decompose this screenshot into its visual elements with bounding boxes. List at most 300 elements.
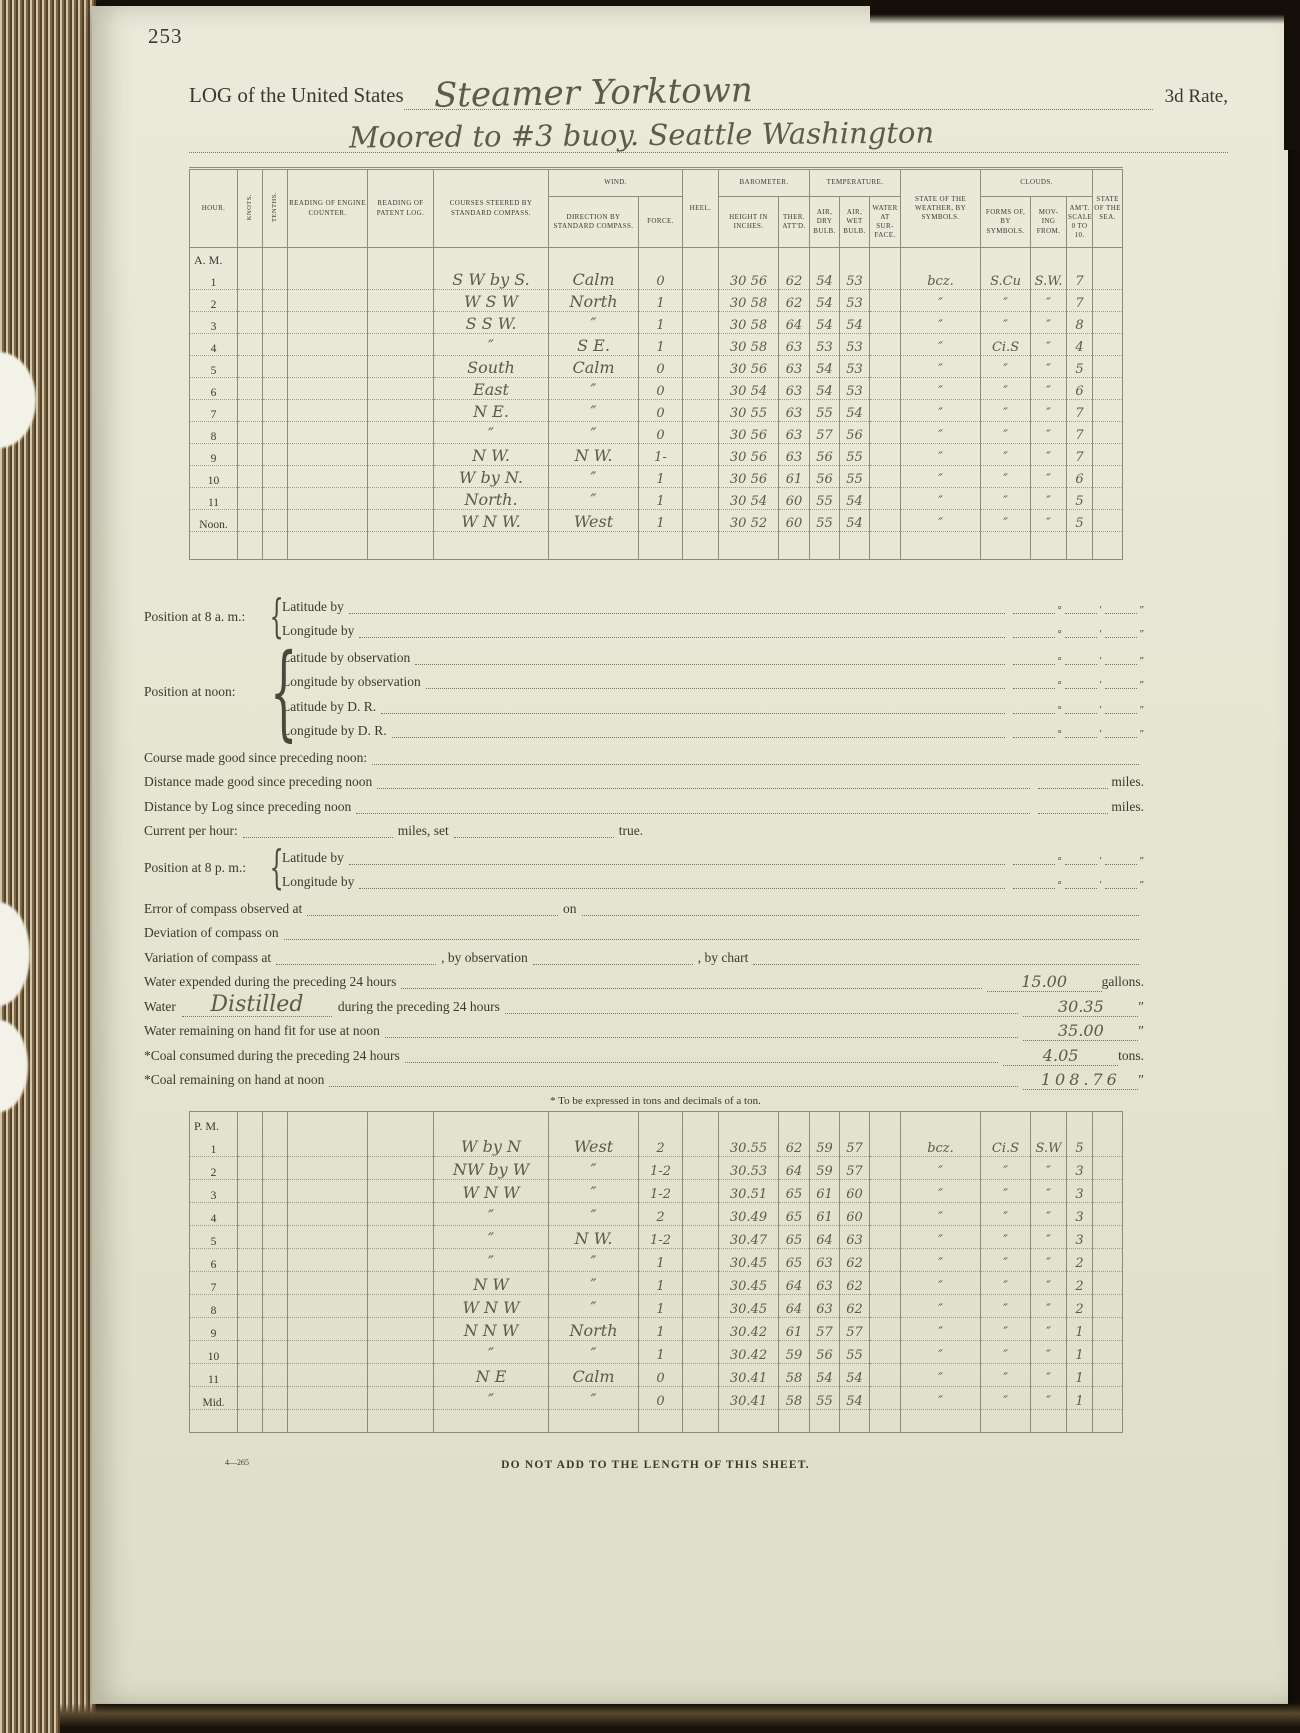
am-row12-weather: ″ — [901, 510, 981, 532]
dotted-leader — [349, 863, 1005, 865]
pm-row2-wind: ″ — [549, 1157, 639, 1180]
am-row4-heel — [683, 334, 719, 356]
pm-row6-force: 1 — [639, 1249, 683, 1272]
pm-row7-hour: 7 — [190, 1272, 238, 1295]
am-row5-wind: Calm — [549, 356, 639, 378]
pm-row5-water — [870, 1226, 901, 1249]
pm-row1-height: 30.55 — [719, 1134, 779, 1157]
am-row13-weather — [901, 532, 981, 560]
pm-row4-wet: 60 — [840, 1203, 870, 1226]
am-row1-from: S.W. — [1031, 268, 1067, 290]
pm-row2-sea — [1093, 1157, 1123, 1180]
dotted-leader — [533, 963, 693, 965]
am-row2-wet: 53 — [840, 290, 870, 312]
pm-row6-weather: ″ — [901, 1249, 981, 1272]
am-row9-knots — [238, 444, 263, 466]
am-row8-course: ″ — [434, 422, 549, 444]
am-row2-hour: 2 — [190, 290, 238, 312]
am-row1-course: S W by S. — [434, 268, 549, 290]
am-row7-patent — [368, 400, 434, 422]
pm-row10-force: 1 — [639, 1341, 683, 1364]
pm-row10-from: ″ — [1031, 1341, 1067, 1364]
pm-row13-from — [1031, 1410, 1067, 1433]
sec-mark: ″ — [1139, 655, 1144, 667]
pm-row12-from: ″ — [1031, 1387, 1067, 1410]
pm-row6-tenths — [263, 1249, 288, 1272]
am-row1-knots — [238, 268, 263, 290]
am-row4-water — [870, 334, 901, 356]
am-row12-knots — [238, 510, 263, 532]
pm-row13-forms — [981, 1410, 1031, 1433]
pm-row8-patent — [368, 1295, 434, 1318]
dotted-leader — [359, 636, 1004, 638]
am-row8-heel — [683, 422, 719, 444]
pm-row3-forms: ″ — [981, 1180, 1031, 1203]
water-expended-label: Water expended during the preceding 24 hours — [144, 974, 397, 989]
true-label: true. — [618, 823, 644, 838]
sec-mark: ″ — [1139, 855, 1144, 867]
pm-row13-heel — [683, 1410, 719, 1433]
pm-row10-weather: ″ — [901, 1341, 981, 1364]
dotted-leader — [329, 1085, 1018, 1087]
pm-row4-knots — [238, 1203, 263, 1226]
dotted-leader — [1013, 736, 1055, 738]
am-row6-wet: 53 — [840, 378, 870, 400]
pm-row1-force: 2 — [639, 1134, 683, 1157]
pm-row3-course: W N W — [434, 1180, 549, 1203]
dotted-leader — [356, 812, 1030, 814]
am-row2-knots — [238, 290, 263, 312]
min-mark: ′ — [1099, 655, 1102, 667]
am-row0-course — [434, 248, 549, 269]
coal-remaining-line — [144, 1066, 1144, 1091]
dotted-leader — [243, 836, 393, 838]
rate-label: 3d Rate, — [1164, 86, 1228, 107]
location-line — [189, 115, 1228, 155]
pm-row12-force: 0 — [639, 1387, 683, 1410]
am-row11-engine — [288, 488, 368, 510]
am-row10-tenths — [263, 466, 288, 488]
am-row1-tenths — [263, 268, 288, 290]
am-row8-water — [870, 422, 901, 444]
dotted-leader — [505, 1012, 1019, 1014]
pm-row9-course: N N W — [434, 1318, 549, 1341]
am-row10-patent — [368, 466, 434, 488]
coal-remaining-value: 108.76 — [1023, 1070, 1138, 1090]
pm-row5-ther: 65 — [779, 1226, 810, 1249]
dotted-leader — [1065, 712, 1097, 714]
pm-row0-from — [1031, 1112, 1067, 1135]
am-row2-engine — [288, 290, 368, 312]
am-row13-water — [870, 532, 901, 560]
am-row12-dry: 55 — [810, 510, 840, 532]
deg-mark: ° — [1057, 729, 1062, 740]
pm-row10-hour: 10 — [190, 1341, 238, 1364]
pm-row7-force: 1 — [639, 1272, 683, 1295]
pm-row0-wet — [840, 1112, 870, 1135]
vessel-name-handwritten: Steamer Yorktown — [433, 70, 753, 116]
pm-row8-engine — [288, 1295, 368, 1318]
pm-row3-knots — [238, 1180, 263, 1203]
col-header-baro-height: HEIGHT IN INCHES. — [719, 197, 779, 248]
am-row12-wet: 54 — [840, 510, 870, 532]
pm-row8-knots — [238, 1295, 263, 1318]
pm-row6-hour: 6 — [190, 1249, 238, 1272]
am-row2-force: 1 — [639, 290, 683, 312]
am-row2-wind: North — [549, 290, 639, 312]
am-row4-height: 30 58 — [719, 334, 779, 356]
am-row8-height: 30 56 — [719, 422, 779, 444]
pm-row4-patent — [368, 1203, 434, 1226]
pm-row4-dry: 61 — [810, 1203, 840, 1226]
pm-row6-engine — [288, 1249, 368, 1272]
col-header-patent-log: READING OF PATENT LOG. — [368, 169, 434, 248]
am-row11-wet: 54 — [840, 488, 870, 510]
am-row7-ther: 63 — [779, 400, 810, 422]
am-row6-patent — [368, 378, 434, 400]
pm-row2-from: ″ — [1031, 1157, 1067, 1180]
pm-row9-water — [870, 1318, 901, 1341]
col-header-knots: KNOTS. — [238, 169, 263, 248]
col-header-sea: STATE OF THE SEA. — [1093, 169, 1123, 248]
dotted-leader — [1013, 663, 1055, 665]
deviation-label: Deviation of compass on — [144, 925, 279, 940]
dotted-leader — [377, 787, 1030, 789]
pm-row9-forms: ″ — [981, 1318, 1031, 1341]
dotted-leader — [349, 612, 1005, 614]
location-handwritten: Moored to #3 buoy. Seattle Washington — [348, 115, 935, 155]
dotted-leader — [359, 887, 1004, 889]
tons-unit: tons. — [1118, 1047, 1144, 1063]
dotted-leader — [1105, 736, 1137, 738]
dotted-leader — [392, 736, 1005, 738]
pm-row9-force: 1 — [639, 1318, 683, 1341]
am-row4-hour: 4 — [190, 334, 238, 356]
pm-row0-patent — [368, 1112, 434, 1135]
ditto-unit: ″ — [1138, 1023, 1144, 1038]
pm-row9-tenths — [263, 1318, 288, 1341]
am-row6-hour: 6 — [190, 378, 238, 400]
pm-row3-sea — [1093, 1180, 1123, 1203]
am-row1-height: 30 56 — [719, 268, 779, 290]
pm-row1-heel — [683, 1134, 719, 1157]
am-row12-water — [870, 510, 901, 532]
pm-row3-patent — [368, 1180, 434, 1203]
pm-row4-heel — [683, 1203, 719, 1226]
pm-row1-water — [870, 1134, 901, 1157]
pm-row5-dry: 64 — [810, 1226, 840, 1249]
am-row4-dry: 53 — [810, 334, 840, 356]
am-row10-ther: 61 — [779, 466, 810, 488]
pm-row7-course: N W — [434, 1272, 549, 1295]
am-row13-ther — [779, 532, 810, 560]
dotted-leader — [1105, 612, 1137, 614]
pm-row7-ther: 64 — [779, 1272, 810, 1295]
deg-mark: ° — [1057, 629, 1062, 640]
am-row4-amt: 4 — [1067, 334, 1093, 356]
am-row6-wind: ″ — [549, 378, 639, 400]
col-header-wind-direction: DIRECTION BY STANDARD COMPASS. — [549, 197, 639, 248]
pm-row7-from: ″ — [1031, 1272, 1067, 1295]
am-row12-heel — [683, 510, 719, 532]
dotted-leader — [1065, 612, 1097, 614]
pm-row4-engine — [288, 1203, 368, 1226]
dotted-leader — [1105, 663, 1137, 665]
am-row3-dry: 54 — [810, 312, 840, 334]
position-noon-group: Position at noon: { Latitude by observation ° ′ ″ Longitude by observation ° ′ ″ Latitude by D. R. ° ′ ″ Longitude by D. R. ° ′ ″ — [144, 632, 1144, 752]
pm-row5-sea — [1093, 1226, 1123, 1249]
pm-log-table — [189, 1111, 1123, 1433]
am-row11-amt: 5 — [1067, 488, 1093, 510]
pm-row9-engine — [288, 1318, 368, 1341]
pm-row4-from: ″ — [1031, 1203, 1067, 1226]
pm-row11-sea — [1093, 1364, 1123, 1387]
am-row5-height: 30 56 — [719, 356, 779, 378]
am-row9-from: ″ — [1031, 444, 1067, 466]
pm-row9-heel — [683, 1318, 719, 1341]
am-row10-knots — [238, 466, 263, 488]
pm-row11-height: 30.41 — [719, 1364, 779, 1387]
pm-row13-engine — [288, 1410, 368, 1433]
am-row8-knots — [238, 422, 263, 444]
am-row8-tenths — [263, 422, 288, 444]
pm-row11-tenths — [263, 1364, 288, 1387]
am-row4-knots — [238, 334, 263, 356]
am-row0-knots — [238, 248, 263, 269]
pm-row0-weather — [901, 1112, 981, 1135]
pm-row6-wet: 62 — [840, 1249, 870, 1272]
pm-row12-height: 30.41 — [719, 1387, 779, 1410]
am-row7-heel — [683, 400, 719, 422]
pm-row2-dry: 59 — [810, 1157, 840, 1180]
pm-row1-ther: 62 — [779, 1134, 810, 1157]
pm-row13-wind — [549, 1410, 639, 1433]
pm-row9-sea — [1093, 1318, 1123, 1341]
pm-row5-patent — [368, 1226, 434, 1249]
dotted-leader — [385, 1036, 1019, 1038]
am-row4-sea — [1093, 334, 1123, 356]
pm-row11-knots — [238, 1364, 263, 1387]
by-observation-label: , by observation — [441, 949, 528, 965]
am-row4-tenths — [263, 334, 288, 356]
pm-row3-weather: ″ — [901, 1180, 981, 1203]
pm-row3-heel — [683, 1180, 719, 1203]
min-mark: ′ — [1099, 855, 1102, 867]
am-row0-water — [870, 248, 901, 269]
pm-row6-wind: ″ — [549, 1249, 639, 1272]
am-row10-wind: ″ — [549, 466, 639, 488]
dotted-leader — [1065, 863, 1097, 865]
pm-row11-forms: ″ — [981, 1364, 1031, 1387]
pm-row8-water — [870, 1295, 901, 1318]
pm-row12-weather: ″ — [901, 1387, 981, 1410]
pm-row12-hour: Mid. — [190, 1387, 238, 1410]
pm-row12-amt: 1 — [1067, 1387, 1093, 1410]
am-row11-forms: ″ — [981, 488, 1031, 510]
am-row13-height — [719, 532, 779, 560]
pm-row8-height: 30.45 — [719, 1295, 779, 1318]
dotted-leader — [415, 663, 1004, 665]
am-row13-patent — [368, 532, 434, 560]
book-page-stack-edge — [0, 0, 96, 1733]
current-per-hour-label: Current per hour: — [144, 823, 238, 838]
am-row12-course: W N W. — [434, 510, 549, 532]
footer-warning: DO NOT ADD TO THE LENGTH OF THIS SHEET. — [501, 1459, 810, 1471]
am-row11-tenths — [263, 488, 288, 510]
am-row12-force: 1 — [639, 510, 683, 532]
pm-row5-amt: 3 — [1067, 1226, 1093, 1249]
pm-row6-dry: 63 — [810, 1249, 840, 1272]
am-row11-wind: ″ — [549, 488, 639, 510]
page-number: 253 — [148, 24, 183, 48]
am-row9-weather: ″ — [901, 444, 981, 466]
pm-row2-engine — [288, 1157, 368, 1180]
am-row13-from — [1031, 532, 1067, 560]
pm-row8-tenths — [263, 1295, 288, 1318]
pm-row11-ther: 58 — [779, 1364, 810, 1387]
pm-row9-height: 30.42 — [719, 1318, 779, 1341]
am-row2-height: 30 58 — [719, 290, 779, 312]
pm-row7-forms: ″ — [981, 1272, 1031, 1295]
am-row1-forms: S.Cu — [981, 268, 1031, 290]
scan-shadow-top — [870, 0, 1300, 24]
dotted-leader — [1105, 687, 1137, 689]
am-row1-dry: 54 — [810, 268, 840, 290]
pm-row13-weather — [901, 1410, 981, 1433]
pm-row4-sea — [1093, 1203, 1123, 1226]
error-of-compass-line — [144, 894, 1144, 919]
am-row8-hour: 8 — [190, 422, 238, 444]
am-row8-patent — [368, 422, 434, 444]
pm-row10-amt: 1 — [1067, 1341, 1093, 1364]
am-row1-wet: 53 — [840, 268, 870, 290]
pm-row7-tenths — [263, 1272, 288, 1295]
pm-row4-tenths — [263, 1203, 288, 1226]
am-row7-course: N E. — [434, 400, 549, 422]
am-row11-from: ″ — [1031, 488, 1067, 510]
deg-mark: ° — [1057, 655, 1062, 667]
am-row4-course: ″ — [434, 334, 549, 356]
dotted-leader — [372, 763, 1139, 765]
col-header-wind-force: FORCE. — [639, 197, 683, 248]
am-row4-wet: 53 — [840, 334, 870, 356]
am-row13-wind — [549, 532, 639, 560]
am-row1-engine — [288, 268, 368, 290]
am-row9-course: N W. — [434, 444, 549, 466]
pm-row8-heel — [683, 1295, 719, 1318]
pm-row1-knots — [238, 1134, 263, 1157]
pm-row5-weather: ″ — [901, 1226, 981, 1249]
dms-marks — [1010, 881, 1144, 892]
col-header-wind-group: WIND. — [549, 169, 683, 197]
am-row5-patent — [368, 356, 434, 378]
pm-row2-amt: 3 — [1067, 1157, 1093, 1180]
pm-row11-wet: 54 — [840, 1364, 870, 1387]
pm-row12-tenths — [263, 1387, 288, 1410]
am-row7-knots — [238, 400, 263, 422]
am-row4-wind: S E. — [549, 334, 639, 356]
am-row1-weather: bcz. — [901, 268, 981, 290]
dotted-leader — [1013, 612, 1055, 614]
am-row10-water — [870, 466, 901, 488]
am-row3-wind: ″ — [549, 312, 639, 334]
deg-mark: ° — [1057, 680, 1062, 691]
am-row1-patent — [368, 268, 434, 290]
am-row8-wind: ″ — [549, 422, 639, 444]
pm-row4-height: 30.49 — [719, 1203, 779, 1226]
min-mark: ′ — [1099, 629, 1102, 640]
pm-row5-course: ″ — [434, 1226, 549, 1249]
lat-observation-label: Latitude by observation — [282, 649, 411, 665]
col-header-hour: HOUR. — [190, 169, 238, 248]
col-header-barometer-group: BAROMETER. — [719, 169, 810, 197]
am-row7-engine — [288, 400, 368, 422]
am-row3-water — [870, 312, 901, 334]
pm-row13-patent — [368, 1410, 434, 1433]
am-row2-amt: 7 — [1067, 290, 1093, 312]
variation-label: Variation of compass at — [144, 949, 272, 965]
dotted-leader — [1065, 636, 1097, 638]
pm-row6-forms: ″ — [981, 1249, 1031, 1272]
sec-mark: ″ — [1139, 629, 1144, 640]
pm-row2-water — [870, 1157, 901, 1180]
am-row7-sea — [1093, 400, 1123, 422]
am-row2-sea — [1093, 290, 1123, 312]
pm-row12-dry: 55 — [810, 1387, 840, 1410]
am-row10-dry: 56 — [810, 466, 840, 488]
dotted-leader — [1065, 663, 1097, 665]
am-row12-sea — [1093, 510, 1123, 532]
pm-row3-water — [870, 1180, 901, 1203]
scan-shadow-right — [1284, 0, 1300, 150]
am-row6-tenths — [263, 378, 288, 400]
dotted-leader — [1105, 863, 1137, 865]
pm-row10-tenths — [263, 1341, 288, 1364]
am-row9-height: 30 56 — [719, 444, 779, 466]
pm-row4-ther: 65 — [779, 1203, 810, 1226]
by-chart-label: , by chart — [697, 949, 749, 965]
am-row2-course: W S W — [434, 290, 549, 312]
pm-row12-forms: ″ — [981, 1387, 1031, 1410]
am-row7-wind: ″ — [549, 400, 639, 422]
col-header-clouds-group: CLOUDS. — [981, 169, 1093, 197]
pm-row2-tenths — [263, 1157, 288, 1180]
am-row10-forms: ″ — [981, 466, 1031, 488]
pm-row2-course: NW by W — [434, 1157, 549, 1180]
pm-row12-knots — [238, 1387, 263, 1410]
am-row11-force: 1 — [639, 488, 683, 510]
am-row4-engine — [288, 334, 368, 356]
am-row6-ther: 63 — [779, 378, 810, 400]
coal-remaining-label: *Coal remaining on hand at noon — [144, 1072, 325, 1087]
dotted-leader — [1038, 812, 1108, 814]
am-row5-hour: 5 — [190, 356, 238, 378]
pm-row3-force: 1-2 — [639, 1180, 683, 1203]
min-mark: ′ — [1099, 704, 1102, 716]
miles-set-label: miles, set — [397, 823, 449, 838]
pm-row6-from: ″ — [1031, 1249, 1067, 1272]
am-row6-engine — [288, 378, 368, 400]
am-row10-wet: 55 — [840, 466, 870, 488]
am-row8-engine — [288, 422, 368, 444]
pm-row1-forms: Ci.S — [981, 1134, 1031, 1157]
pm-row11-weather: ″ — [901, 1364, 981, 1387]
am-row2-weather: ″ — [901, 290, 981, 312]
am-row12-patent — [368, 510, 434, 532]
am-row0-engine — [288, 248, 368, 269]
am-row9-heel — [683, 444, 719, 466]
pm-row5-height: 30.47 — [719, 1226, 779, 1249]
